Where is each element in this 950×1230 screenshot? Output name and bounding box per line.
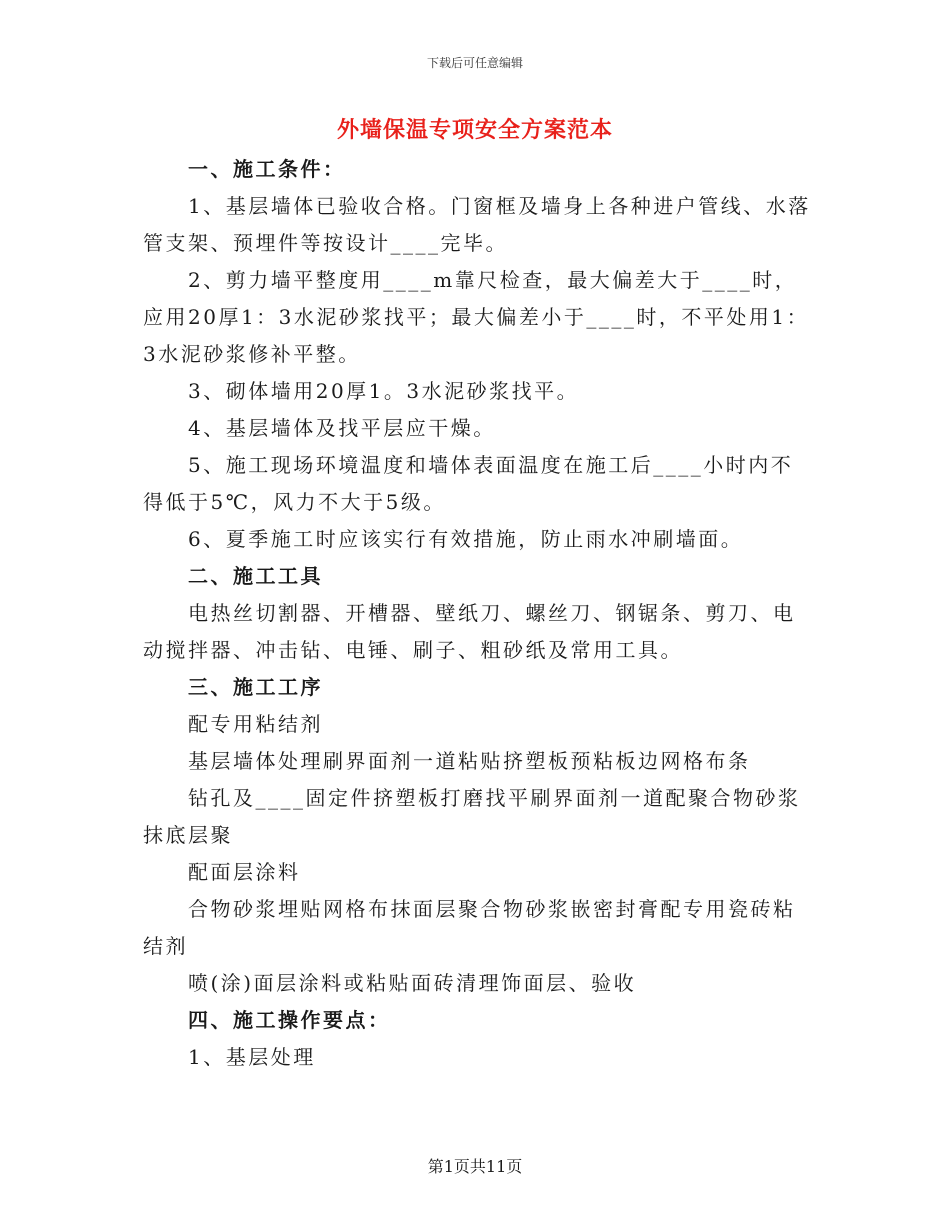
section-heading-key-points: 四、施工操作要点： <box>188 1008 391 1032</box>
paragraph: 6、夏季施工时应该实行有效措施，防止雨水冲刷墙面。 <box>188 527 744 551</box>
paragraph: 电热丝切割器、开槽器、壁纸刀、螺丝刀、钢锯条、剪刀、电动搅拌器、冲击钻、电锤、刷子、粗砂纸及常用工具。 <box>143 601 796 662</box>
paragraph: 配专用粘结剂 <box>188 712 323 736</box>
section-heading-process: 三、施工工序 <box>188 675 323 699</box>
paragraph: 3、砌体墙用20厚1。3水泥砂浆找平。 <box>188 379 580 403</box>
paragraph: 基层墙体处理刷界面剂一道粘贴挤塑板预粘板边网格布条 <box>188 749 751 773</box>
section-heading-conditions: 一、施工条件： <box>188 157 346 181</box>
paragraph: 1、基层墙体已验收合格。门窗框及墙身上各种进户管线、水落管支架、预埋件等按设计____完毕。 <box>143 194 811 255</box>
paragraph: 5、施工现场环境温度和墙体表面温度在施工后____小时内不得低于5℃，风力不大于5级。 <box>143 453 794 514</box>
header-note: 下载后可任意编辑 <box>426 56 523 70</box>
paragraph: 喷(涂)面层涂料或粘贴面砖清理饰面层、验收 <box>188 971 637 995</box>
paragraph: 钻孔及____固定件挤塑板打磨找平刷界面剂一道配聚合物砂浆抹底层聚 <box>143 786 801 847</box>
document-body <box>143 151 813 1076</box>
paragraph: 2、剪力墙平整度用____m靠尺检查，最大偏差大于____时，应用20厚1：3水泥砂浆找平；最大偏差小于____时，不平处用1：3水泥砂浆修补平整。 <box>143 268 810 366</box>
section-heading-tools: 二、施工工具 <box>188 564 323 588</box>
paragraph: 4、基层墙体及找平层应干燥。 <box>188 416 496 440</box>
paragraph: 合物砂浆埋贴网格布抹面层聚合物砂浆嵌密封膏配专用瓷砖粘结剂 <box>143 897 796 958</box>
paragraph: 1、基层处理 <box>188 1045 316 1069</box>
page-number: 第1页共11页 <box>427 1157 523 1176</box>
paragraph: 配面层涂料 <box>188 860 301 884</box>
document-title: 外墙保温专项安全方案范本 <box>336 117 613 143</box>
